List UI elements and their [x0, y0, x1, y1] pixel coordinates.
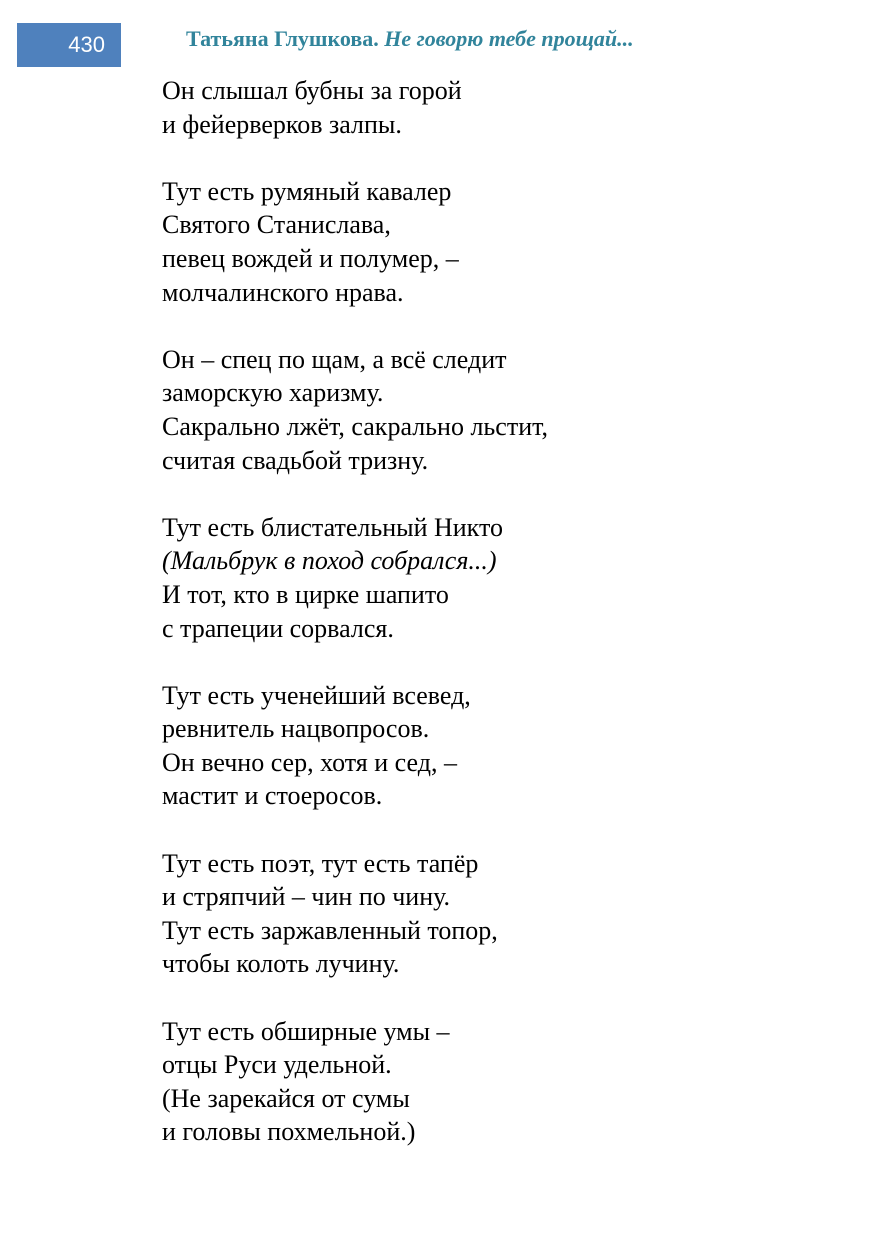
poem-line: чтобы колоть лучину. [162, 949, 400, 979]
poem-line: мастит и стоеросов. [162, 781, 383, 811]
poem-line: Тут есть блистательный Никто [162, 512, 503, 542]
poem-line: отцы Руси удельной. [162, 1050, 392, 1080]
stanza [162, 679, 548, 813]
header-title: Не говорю тебе прощай... [384, 26, 634, 51]
header-author: Татьяна Глушкова. [186, 26, 379, 51]
poem-line: И тот, кто в цирке шапито [162, 579, 449, 609]
poem-line: Святого Станислава, [162, 210, 391, 240]
running-header [186, 24, 634, 54]
stanza [162, 74, 548, 141]
stanza [162, 847, 548, 981]
page-number: 430 [68, 32, 105, 57]
poem-line: и стряпчий – чин по чину. [162, 882, 451, 912]
poem-line: (Не зарекайся от сумы [162, 1083, 410, 1113]
poem-line: Тут есть ученейший всевед, [162, 680, 471, 710]
poem-line: Сакрально лжёт, сакрально льстит, [162, 411, 549, 441]
poem-line: Он – спец по щам, а всё следит [162, 344, 507, 374]
stanza [162, 175, 548, 309]
page-number-badge [17, 23, 121, 67]
poem-line: считая свадьбой тризну. [162, 445, 429, 475]
poem-line: Он вечно сер, хотя и сед, – [162, 747, 457, 777]
poem-line: заморскую харизму. [162, 378, 384, 408]
stanza [162, 511, 548, 645]
poem-line: Он слышал бубны за горой [162, 76, 462, 105]
poem-line: певец вождей и полумер, – [162, 243, 459, 273]
poem-line: Тут есть поэт, тут есть тапёр [162, 848, 479, 878]
stanza [162, 1015, 548, 1149]
poem-line: молчалинского нрава. [162, 277, 404, 307]
poem-body [162, 74, 548, 1183]
poem-line: с трапеции сорвался. [162, 613, 394, 643]
poem-line: Тут есть заржавленный топор, [162, 915, 498, 945]
poem-line: и головы похмельной.) [162, 1117, 416, 1147]
poem-line: (Мальбрук в поход собрался...) [162, 546, 497, 576]
poem-line: Тут есть румяный кавалер [162, 176, 452, 206]
stanza [162, 343, 548, 477]
poem-line: Тут есть обширные умы – [162, 1016, 450, 1046]
poem-line: ревнитель нацвопросов. [162, 714, 430, 744]
poem-line: и фейерверков залпы. [162, 109, 402, 139]
